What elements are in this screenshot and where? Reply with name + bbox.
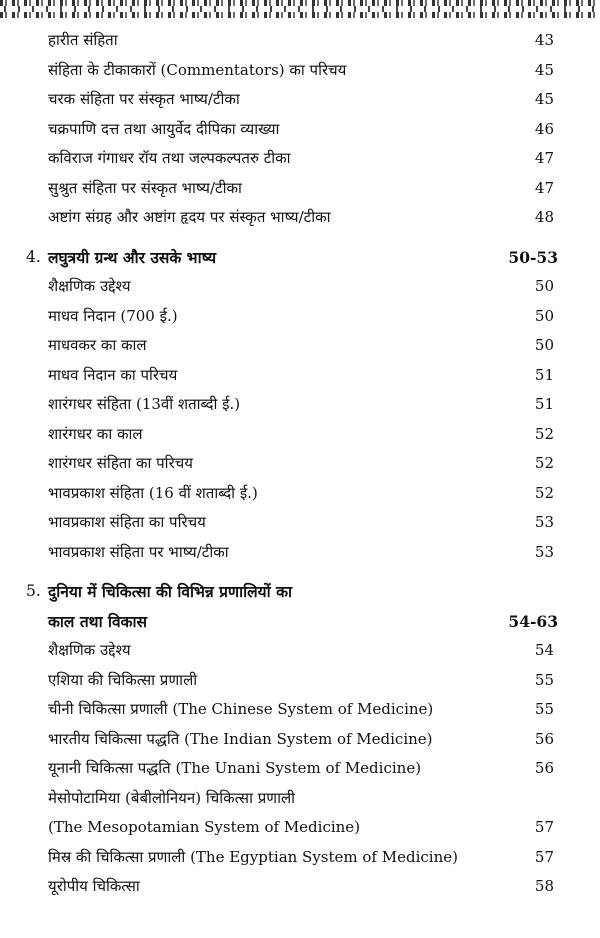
entry-title: हारीत संहिता bbox=[48, 31, 118, 49]
toc-entry bbox=[0, 538, 600, 568]
entry-title: माधव निदान का परिचय bbox=[48, 365, 178, 384]
entry-page: 55 bbox=[534, 670, 554, 689]
entry-page: 53 bbox=[534, 542, 554, 561]
toc-entry bbox=[0, 26, 600, 56]
toc-entry bbox=[0, 331, 600, 361]
toc-entry bbox=[0, 56, 600, 86]
toc-chapter-4 bbox=[0, 243, 600, 568]
toc-section-top bbox=[0, 26, 600, 233]
chapter-heading bbox=[0, 577, 600, 607]
entry-title: माधव निदान (700 ई.) bbox=[48, 306, 178, 325]
entry-title: कविराज गंगाधर रॉय तथा जल्पकल्पतरु टीका bbox=[48, 149, 291, 167]
entry-title: शारंगधर का काल bbox=[48, 424, 143, 443]
entry-page: 55 bbox=[534, 700, 554, 718]
chapter-number: 5. bbox=[26, 582, 41, 600]
toc-entry bbox=[0, 272, 600, 302]
toc-entry bbox=[0, 144, 600, 174]
entry-title: भारतीय चिकित्सा पद्धति (The Indian System of Medicine) bbox=[48, 729, 433, 748]
entry-title: यूनानी चिकित्सा पद्धति (The Unani System of Medicine) bbox=[48, 759, 422, 777]
chapter-number: 4. bbox=[26, 247, 41, 266]
toc-entry bbox=[0, 754, 600, 784]
entry-title: यूरोपीय चिकित्सा bbox=[48, 877, 140, 895]
entry-page: 52 bbox=[534, 424, 554, 443]
entry-title: सुश्रुत संहिता पर संस्कृत भाष्य/टीका bbox=[48, 178, 242, 197]
entry-page: 43 bbox=[534, 31, 554, 49]
section-gap bbox=[0, 233, 600, 243]
toc-entry bbox=[0, 508, 600, 538]
chapter-title: लघुत्रयी ग्रन्थ और उसके भाष्य bbox=[48, 247, 217, 267]
entry-title: एशिया की चिकित्सा प्रणाली bbox=[48, 670, 198, 689]
entry-page: 51 bbox=[534, 395, 554, 413]
entry-title: शारंगधर संहिता (13वीं शताब्दी ई.) bbox=[48, 395, 241, 413]
toc-entry bbox=[0, 695, 600, 725]
chapter-title-line1: दुनिया में चिकित्सा की विभिन्न प्रणालियों का bbox=[48, 582, 292, 601]
toc-entry bbox=[0, 203, 600, 233]
entry-page: 47 bbox=[534, 178, 554, 197]
chapter-pages: 54-63 bbox=[508, 611, 558, 631]
chapter-pages: 50-53 bbox=[508, 247, 558, 267]
chapter-title-line2: काल तथा विकास bbox=[48, 611, 148, 631]
entry-title: अष्टांग संग्रह और अष्टांग हृदय पर संस्कृत भाष्य/टीका bbox=[48, 208, 331, 226]
entry-title: माधवकर का काल bbox=[48, 336, 147, 354]
toc-entry bbox=[0, 872, 600, 902]
entry-page: 47 bbox=[534, 149, 554, 167]
toc-entry bbox=[0, 479, 600, 509]
toc-entry bbox=[0, 449, 600, 479]
entry-page: 52 bbox=[534, 454, 554, 472]
chapter-heading-continued bbox=[0, 607, 600, 637]
entry-title: भावप्रकाश संहिता पर भाष्य/टीका bbox=[48, 542, 229, 561]
chapter-heading bbox=[0, 243, 600, 273]
entry-title: भावप्रकाश संहिता का परिचय bbox=[48, 513, 206, 531]
toc-entry bbox=[0, 174, 600, 204]
entry-title: शैक्षणिक उद्देश्य bbox=[48, 277, 131, 295]
entry-title: मिस्र की चिकित्सा प्रणाली (The Egyptian System of Medicine) bbox=[48, 847, 458, 866]
entry-page: 53 bbox=[534, 513, 554, 531]
section-gap bbox=[0, 567, 600, 577]
entry-page: 52 bbox=[534, 483, 554, 502]
entry-page: 56 bbox=[534, 729, 554, 748]
entry-title: चरक संहिता पर संस्कृत भाष्य/टीका bbox=[48, 90, 240, 108]
entry-page: 46 bbox=[534, 119, 554, 138]
entry-page: 48 bbox=[534, 208, 554, 226]
toc-entry bbox=[0, 85, 600, 115]
entry-title: चक्रपाणि दत्त तथा आयुर्वेद दीपिका व्याख्या bbox=[48, 119, 280, 138]
entry-title: भावप्रकाश संहिता (16 वीं शताब्दी ई.) bbox=[48, 483, 258, 502]
entry-page: 54 bbox=[534, 641, 554, 659]
entry-page: 57 bbox=[534, 818, 554, 836]
toc-entry bbox=[0, 420, 600, 450]
toc-chapter-5 bbox=[0, 577, 600, 902]
entry-page: 57 bbox=[534, 847, 554, 866]
entry-page: 50 bbox=[534, 277, 554, 295]
toc-entry bbox=[0, 725, 600, 755]
entry-title: शैक्षणिक उद्देश्य bbox=[48, 641, 131, 659]
entry-title: चीनी चिकित्सा प्रणाली (The Chinese System of Medicine) bbox=[48, 700, 434, 718]
toc-entry bbox=[0, 361, 600, 391]
table-of-contents bbox=[0, 26, 600, 902]
toc-entry bbox=[0, 784, 600, 814]
entry-page: 50 bbox=[534, 336, 554, 354]
entry-title: मेसोपोटामिया (बेबीलोनियन) चिकित्सा प्रणाली bbox=[48, 788, 296, 807]
entry-title: संहिता के टीकाकारों (Commentators) का परिचय bbox=[48, 60, 347, 79]
toc-entry bbox=[0, 636, 600, 666]
toc-entry bbox=[0, 813, 600, 843]
toc-entry bbox=[0, 390, 600, 420]
toc-entry bbox=[0, 666, 600, 696]
entry-page: 45 bbox=[534, 60, 554, 79]
entry-page: 51 bbox=[534, 365, 554, 384]
entry-page: 58 bbox=[534, 877, 554, 895]
toc-entry bbox=[0, 302, 600, 332]
entry-title: शारंगधर संहिता का परिचय bbox=[48, 454, 193, 472]
decorative-border bbox=[0, 0, 600, 18]
entry-page: 45 bbox=[534, 90, 554, 108]
entry-page: 50 bbox=[534, 306, 554, 325]
entry-title: (The Mesopotamian System of Medicine) bbox=[48, 818, 361, 836]
toc-entry bbox=[0, 115, 600, 145]
entry-page: 56 bbox=[534, 759, 554, 777]
toc-entry bbox=[0, 843, 600, 873]
